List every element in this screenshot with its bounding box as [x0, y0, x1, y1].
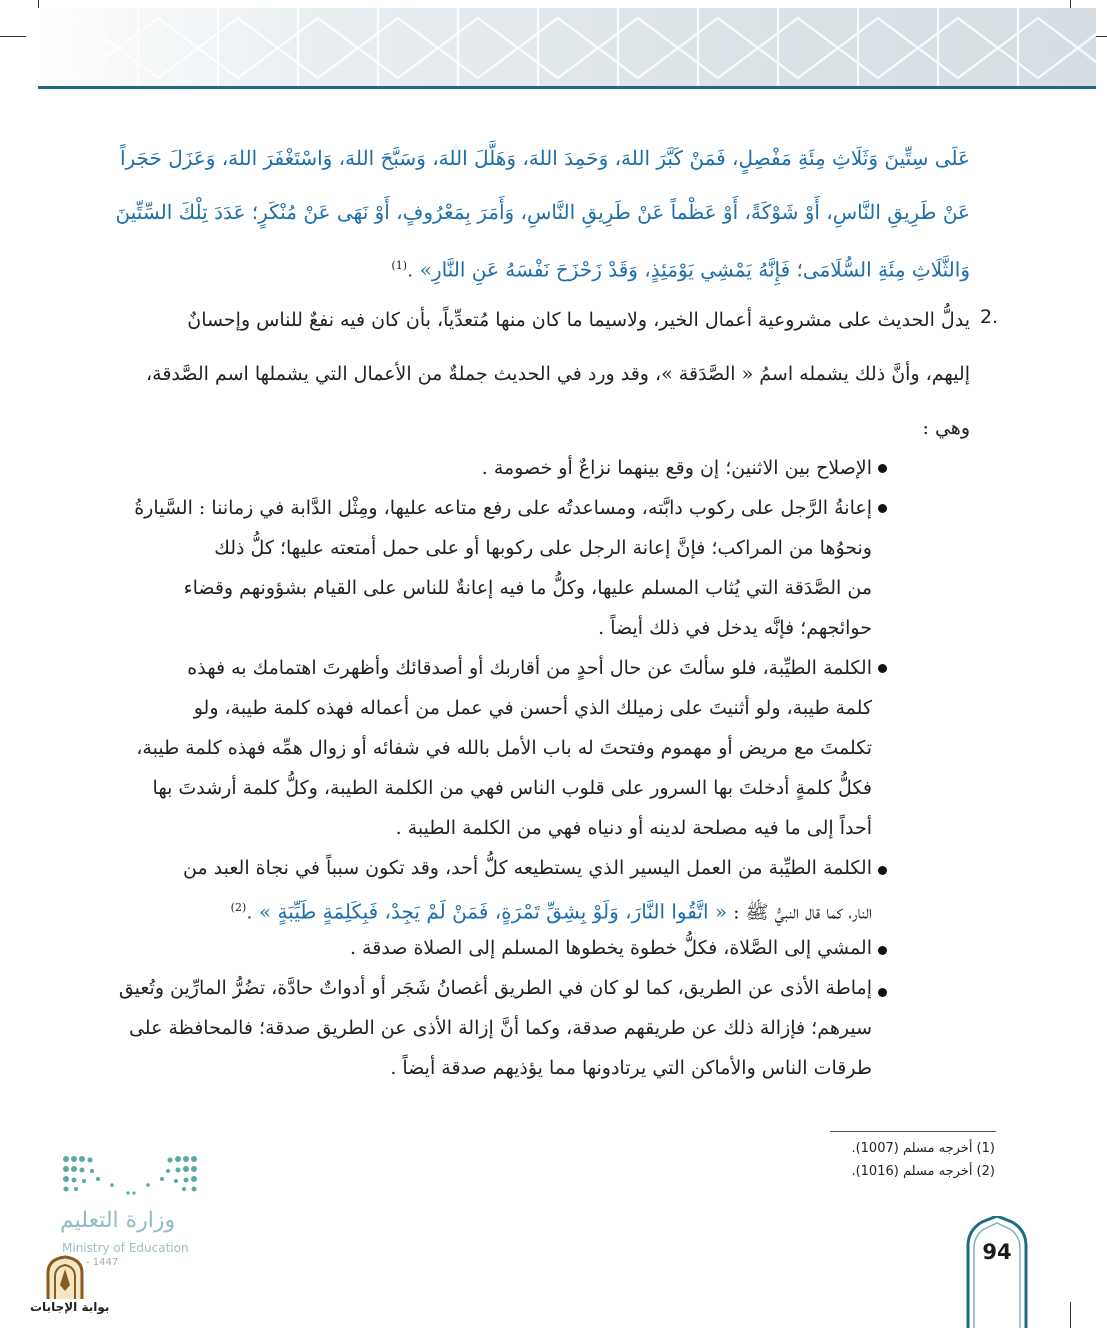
portal-logo-icon [44, 1255, 86, 1299]
crop-mark [1070, 1302, 1071, 1328]
bullet-text: فكلُّ كلمةٍ أدخلتَ بها السرور على قلوب الناس فهي من الكلمة الطيبة، وكلُّ كلمة أرشدتَ بها [152, 777, 872, 799]
bullet-icon [878, 464, 887, 473]
paragraph-line: يدلُّ الحديث على مشروعية أعمال الخير، ولاسيما ما كان منها مُتعدِّياً، بأن كان فيه نفعٌ للناس وإحسانٌ [187, 309, 970, 331]
footnote: (2) أخرجه مسلم (1016). [851, 1164, 995, 1179]
footnote-divider [830, 1131, 996, 1132]
portal-name: بوابة الإجابات [30, 1300, 110, 1314]
paragraph-line: إليهم، وأنَّ ذلك يشمله اسمُ « الصَّدَقة »، وقد ورد في الحديث جملةٌ من الأعمال التي يشملها اسم الصَّدقة، [146, 363, 970, 385]
bullet-text: الإصلاح بين الاثنين؛ إن وقع بينهما نزاعٌ أو خصومة . [481, 457, 872, 479]
bullet-text: طرقات الناس والأماكن التي يرتادونها مما يؤذيهم صدقة أيضاً . [390, 1057, 872, 1079]
paragraph-line: وهي : [922, 417, 970, 439]
header-rule [38, 86, 1096, 89]
footnote-ref: (2) [230, 901, 247, 914]
ministry-name-en: Ministry of Education [62, 1241, 189, 1255]
header-banner [38, 8, 1096, 88]
bullet-text: إعانةُ الرَّجل على ركوب دابَّته، ومساعدتُه على رفع متاعه عليها، ومِثْل الدَّابة في زماننا : السَّيارةُ [134, 497, 872, 519]
hadith-line: عَنْ طَرِيقِ النَّاسِ، أَوْ شَوْكَةً، أَوْ عَظْماً عَنْ طَرِيقِ النَّاسِ، وَأَمَرَ بِمَعْرُوفٍ، أَوْ نَهَى عَنْ مُنْكَرٍ؛ عَدَدَ تِلْكَ السِّتِّينَ [115, 200, 970, 224]
bullet-text: ونحوُها من المراكب؛ فإنَّ إعانة الرجل على ركوبها أو على حمل أمتعته عليها؛ كلُّ ذلك [214, 537, 872, 559]
hadith-line: وَالثَّلَاثِ مِئَةِ السُّلَامَى؛ فَإِنَّهُ يَمْشِي يَوْمَئِذٍ، وَقَدْ زَحْزَحَ نَفْسَهُ عَنِ النَّارِ» .$^{(1)}$ [391, 257, 970, 282]
bullet-text: تكلمتَ مع مريض أو مهموم وفتحتَ له باب الأمل بالله في شفائه أو زوال همِّه فهذه كلمة طيبة، [136, 737, 872, 759]
ministry-logo-icon [62, 1155, 198, 1199]
bullet-icon [878, 946, 887, 955]
bullet-text: المشي إلى الصَّلاة، فكلُّ خطوة يخطوها المسلم إلى الصلاة صدقة . [349, 937, 872, 959]
bullet-text: الكلمة الطيِّبة من العمل اليسير الذي يستطيعه كلُّ أحد، وقد تكون سبباً في نجاة العبد من [182, 857, 872, 879]
ministry-year: - 1447 [86, 1257, 119, 1268]
hadith-quote: « اتَّقُوا النَّارَ، وَلَوْ بِشِقِّ تَمْرَةٍ، فَمَنْ لَمْ يَجِدْ، فَبِكَلِمَةٍ طَيِّبَةٍ » . [246, 899, 728, 924]
bullet-text: حوائجهم؛ فإنَّه يدخل في ذلك أيضاً . [598, 617, 872, 639]
bullet-text: إماطة الأذى عن الطريق، كما لو كان في الطريق أغصانُ شَجَر أو أدواتٌ حادَّة، تضُرُّ المارِّين وتُعيق [118, 977, 872, 999]
hadith-line: عَلَى سِتِّينَ وَثَلَاثِ مِئَةِ مَفْصِلٍ، فَمَنْ كَبَّرَ اللهَ، وَحَمِدَ اللهَ، وَهَلَّلَ اللهَ، وَسَبَّحَ اللهَ، وَاسْتَغْفَرَ اللهَ، وَعَزَلَ حَجَراً [119, 146, 970, 170]
bullet-icon [878, 504, 887, 513]
bullet-icon [878, 866, 887, 875]
bullet-text: سيرهم؛ فإزالة ذلك عن طريقهم صدقة، وكما أنَّ إزالة الأذى عن الطريق صدقة؛ فالمحافظة على [128, 1017, 872, 1039]
item-number: 2. [980, 306, 999, 328]
bullet-text: الكلمة الطيِّبة، فلو سألتَ عن حال أحدٍ من أقاربك أو أصدقائك وأظهرتَ اهتمامك به فهذه [187, 657, 872, 679]
page-number: 94 [982, 1240, 1012, 1264]
bullet-text: أحداً إلى ما فيه مصلحة لدينه أو دنياه فهي من الكلمة الطيبة . [395, 817, 872, 839]
footnote: (1) أخرجه مسلم (1007). [851, 1141, 995, 1156]
bullet-text: النار، كما قال النبيُّ ﷺ : « اتَّقُوا النَّارَ، وَلَوْ بِشِقِّ تَمْرَةٍ، فَمَنْ لَمْ يَجِدْ، فَبِكَلِمَةٍ طَيِّبَةٍ » .$^{(2)}$ [230, 899, 872, 924]
page-number-tab [966, 1216, 1028, 1328]
bullet-icon [878, 988, 887, 997]
bullet-text: من الصَّدَقة التي يُثاب المسلم عليها، وكلُّ ما فيه إعانةٌ للناس على القيام بشؤونهم وقضاء [183, 577, 872, 599]
bullet-text: كلمة طيبة، ولو أثنيتَ على زميلك الذي أحسن في عمل من أعماله فهذه كلمة طيبة، ولو [193, 697, 872, 719]
footnote-ref: (1) [391, 259, 408, 272]
ministry-name-ar: وزارة التعليم [60, 1208, 176, 1233]
bullet-icon [878, 664, 887, 673]
crop-mark [0, 36, 26, 37]
